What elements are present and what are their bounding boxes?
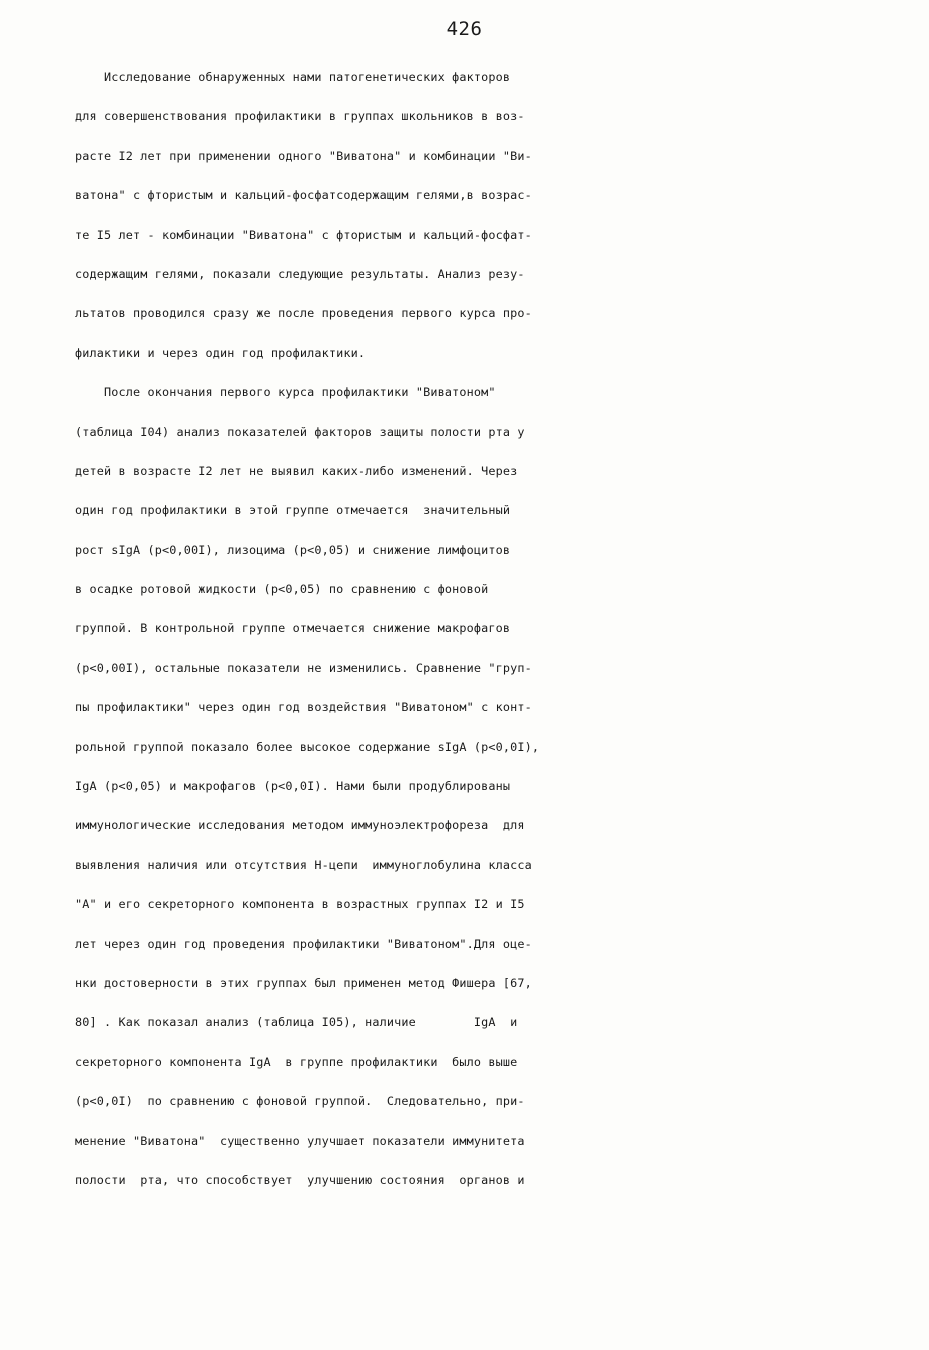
body-text xyxy=(75,58,875,1200)
text-line: менение "Виватона" существенно улучшает показатели иммунитета xyxy=(75,1133,525,1148)
text-line: После окончания первого курса профилактики "Виватоном" xyxy=(75,385,496,400)
text-line: пы профилактики" через один год воздействия "Виватоном" с конт- xyxy=(75,700,532,715)
text-line: группой. В контрольной группе отмечается снижение макрофагов xyxy=(75,621,511,636)
text-line: выявления наличия или отсутствия Н-цепи иммуноглобулина класса xyxy=(75,857,532,872)
text-line: IgA (p<0,05) и макрофагов (p<0,0I). Нами были продублированы xyxy=(75,779,511,794)
text-line: (p<0,00I), остальные показатели не изменились. Сравнение "груп- xyxy=(75,660,532,675)
text-line: рост sIgA (p<0,00I), лизоцима (p<0,05) и снижение лимфоцитов xyxy=(75,542,511,557)
text-line: Исследование обнаруженных нами патогенетических факторов xyxy=(75,70,511,84)
text-line: "А" и его секреторного компонента в возрастных группах I2 и I5 xyxy=(75,897,525,912)
text-line: филактики и через один год профилактики. xyxy=(75,345,366,360)
text-line: рольной группой показало более высокое содержание sIgA (p<0,0I), xyxy=(75,739,540,754)
text-line: ватона" с фтористым и кальций-фосфатсодержащим гелями,в возрас- xyxy=(75,188,532,203)
text-line: один год профилактики в этой группе отмечается значительный xyxy=(75,503,511,518)
text-line: лет через один год проведения профилактики "Виватоном".Для оце- xyxy=(75,936,532,951)
text-line: для совершенствования профилактики в группах школьников в воз- xyxy=(75,109,525,124)
text-line: те I5 лет - комбинации "Виватона" с фтористым и кальций-фосфат- xyxy=(75,227,532,242)
page-number: 426 xyxy=(446,18,483,40)
text-line: иммунологические исследования методом иммуноэлектрофореза для xyxy=(75,818,525,833)
text-line: в осадке ротовой жидкости (p<0,05) по сравнению с фоновой xyxy=(75,582,489,597)
text-line: (таблица I04) анализ показателей факторов защиты полости рта у xyxy=(75,424,525,439)
text-line: льтатов проводился сразу же после проведения первого курса про- xyxy=(75,306,532,321)
text-line: нки достоверности в этих группах был применен метод Фишера [67, xyxy=(75,975,532,990)
text-line: 80] . Как показал анализ (таблица I05), наличие IgA и xyxy=(75,1015,518,1030)
text-line: (p<0,0I) по сравнению с фоновой группой. Следовательно, при- xyxy=(75,1094,525,1109)
text-line: полости рта, что способствует улучшению состояния органов и xyxy=(75,1172,525,1187)
text-line: секреторного компонента IgA в группе профилактики было выше xyxy=(75,1054,518,1069)
text-line: расте I2 лет при применении одного "Виватона" и комбинации "Ви- xyxy=(75,148,532,163)
text-line: содержащим гелями, показали следующие результаты. Анализ резу- xyxy=(75,266,525,281)
text-line: детей в возрасте I2 лет не выявил каких-либо изменений. Через xyxy=(75,463,518,478)
